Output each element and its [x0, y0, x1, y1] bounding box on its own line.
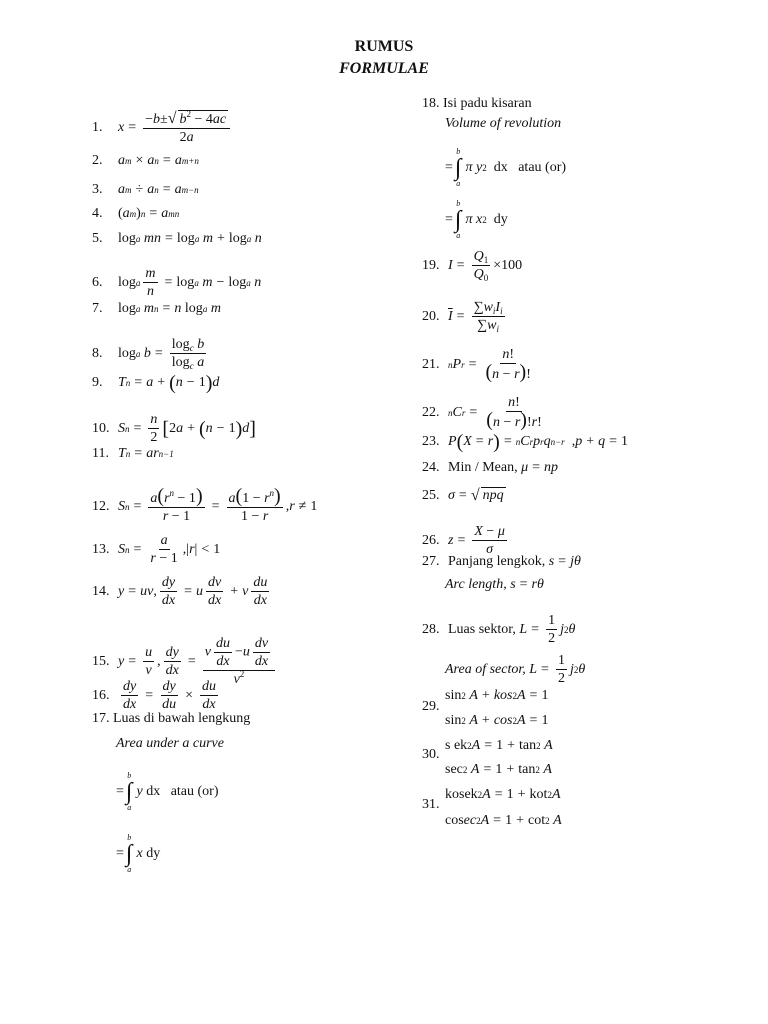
page-subtitle: FORMULAE — [339, 60, 429, 77]
formula-17-integral-y: = b ∫ a y dx atau (or) — [116, 771, 219, 812]
formula-17-english: Area under a curve — [116, 736, 224, 751]
formula-12: 12. S n = $\frac{a(r^n - 1)}{r - 1}$ = $\frac{a(1 - r^n)}{1 - r}$ , r ≠ 1 — [92, 485, 318, 524]
page-title: RUMUS — [354, 38, 414, 55]
formula-29-malay: sin 2 A + kos 2 A = 1 — [445, 688, 549, 703]
formula-17-integral-x: = b ∫ a x dy — [116, 833, 161, 874]
formula-6: 6. log a $\frac{m}{n}$ = log a m − log a n — [92, 266, 262, 299]
formula-13: 13. S n = $\frac{a}{r - 1}$ , | r | < 1 — [92, 533, 221, 566]
formula-7: 7. log a m n = n log a m — [92, 301, 221, 316]
formula-8: 8. log a b = $\frac{\log_c b}{\log_c a}$ — [92, 337, 205, 371]
formula-22: 22. n C r = $\frac{n!}{(n - r)!r!}$ — [422, 395, 542, 431]
formula-5: 5. log a mn = log a m + log a n — [92, 231, 262, 246]
formula-30-number: 30. — [422, 747, 440, 762]
formula-19: 19. I = $\frac{Q_1}{Q_0}$ ×100 — [422, 249, 523, 283]
formula-26: 26. z = $\frac{X - \mu}{\sigma}$ — [422, 524, 505, 557]
formula-30-english: sec 2 A = 1 + tan 2 A — [445, 762, 552, 777]
formula-28-malay: 28. Luas sektor, L = $\frac{1}{2}$ j 2 θ — [422, 613, 576, 646]
formula-31-english: cos ec 2 A = 1 + cot 2 A — [445, 813, 562, 828]
formula-25: 25. σ = √ npq — [422, 486, 504, 504]
formula-29-english: sin 2 A + cos 2 A = 1 — [445, 713, 549, 728]
formula-18-english: Volume of revolution — [445, 116, 562, 131]
formula-31-malay: kosek 2 A = 1 + kot 2 A — [445, 787, 561, 802]
formula-27-english: Arc length, s = rθ — [445, 577, 544, 592]
formula-18-integral-x: = b ∫ a π x 2 dy — [445, 199, 508, 240]
formula-16: 16. $\frac{dy}{dx}$ = $\frac{dy}{du}$ × $\frac{du}{dx}$ — [92, 679, 217, 712]
formula-3: 3. a m ÷ a n = a m−n — [92, 182, 199, 197]
formula-27-malay: 27. Panjang lengkok, s = jθ — [422, 554, 581, 569]
formula-11: 11. T n = ar n−1 — [92, 446, 174, 461]
formula-15: 15. y = $\frac{u}{v}$ , $\frac{dy}{dx}$ = v $\frac{du}{dx}$ −u $\frac{dv}{dx}$ $v^2$ — [92, 635, 278, 688]
formula-4: 4. ( a m ) n = a mn — [92, 206, 180, 221]
formula-30-malay: s ek 2 A = 1 + tan 2 A — [445, 738, 553, 753]
formula-10: 10. S n = $\frac{n}{2}$ [ 2 a + ( n − 1 ) d ] — [92, 412, 256, 445]
formula-31-number: 31. — [422, 797, 440, 812]
formula-18-integral-y: = b ∫ a π y 2 dx atau (or) — [445, 147, 567, 188]
formula-28-english: Area of sector, L = $\frac{1}{2}$ j 2 θ — [445, 653, 586, 686]
formula-29-number: 29. — [422, 699, 440, 714]
formula-20: 20. $\overline{I}$ = $\sum w_iI_i$ $\sum w_i$ — [422, 300, 503, 334]
formula-9: 9. T n = a + ( n − 1 ) d — [92, 372, 220, 394]
formula-24: 24. Min / Mean, μ = np — [422, 460, 559, 475]
formula-14: 14. y = uv , $\frac{dy}{dx}$ = u dv dx + v du dx — [92, 575, 268, 608]
formula-21: 21. n P r = $\frac{n!}{(n - r)!}$ — [422, 347, 531, 383]
formula-2: 2. a m × a n = a m+n — [92, 153, 199, 168]
formula-17-label: 17. Luas di bawah lengkung — [92, 711, 251, 726]
formula-1: 1. x = $\frac{-b\pm√ b^2 - 4ac}{2a}$ — [92, 110, 233, 146]
formula-18-label: 18. Isi padu kisaran — [422, 96, 532, 111]
formula-23: 23. P ( X = r ) = n C r p r q n−r , p + q = 1 — [422, 431, 628, 453]
